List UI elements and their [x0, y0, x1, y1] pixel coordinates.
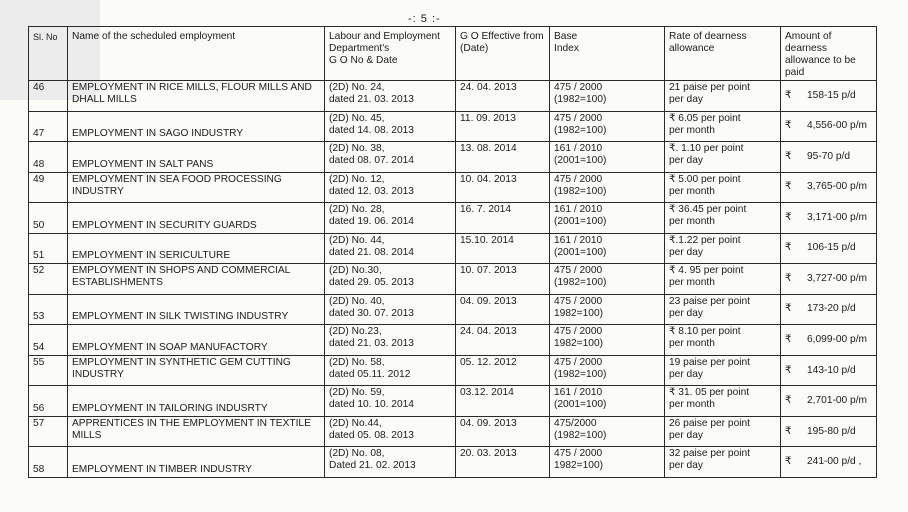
row-employment-name: EMPLOYMENT IN SEA FOOD PROCESSING INDUSTRY: [68, 172, 325, 203]
row-sl-no: 55: [29, 355, 68, 386]
table-row: [29, 233, 877, 264]
amount-value: 158-15 p/d: [807, 89, 856, 101]
row-base-index: 475 / 2000 (1982=100): [550, 264, 665, 295]
row-rate-of-da: ₹ 6.05 per point per month: [665, 111, 781, 142]
row-amount-of-da: [781, 386, 877, 417]
row-rate-of-da: ₹ 8.10 per point per month: [665, 325, 781, 356]
row-go-number: (2D) No. 24, dated 21. 03. 2013: [325, 81, 456, 112]
table-row: [29, 355, 877, 386]
row-base-index: 161 / 2010 (2001=100): [550, 386, 665, 417]
row-base-index: 475 / 2000 (1982=100): [550, 172, 665, 203]
header-effective-date: G O Effective from (Date): [456, 27, 550, 81]
rupee-icon: ₹: [785, 120, 792, 132]
row-sl-no: 47: [29, 111, 68, 142]
row-amount-of-da: [781, 355, 877, 386]
rupee-icon: ₹: [785, 395, 792, 407]
row-employment-name: EMPLOYMENT IN SOAP MANUFACTORY: [68, 325, 325, 356]
header-rate-of-da: Rate of dearness allowance: [665, 27, 781, 81]
rupee-icon: ₹: [785, 425, 792, 437]
row-effective-date: 13. 08. 2014: [456, 142, 550, 173]
rupee-icon: ₹: [785, 303, 792, 315]
row-sl-no: 50: [29, 203, 68, 234]
row-employment-name: EMPLOYMENT IN SHOPS AND COMMERCIAL ESTABLISHMENTS: [68, 264, 325, 295]
row-rate-of-da: ₹. 1.10 per point per day: [665, 142, 781, 173]
row-amount-of-da: [781, 447, 877, 478]
row-effective-date: 05. 12. 2012: [456, 355, 550, 386]
amount-value: 3,765-00 p/m: [807, 181, 868, 193]
row-amount-of-da: [781, 172, 877, 203]
row-rate-of-da: 32 paise per point per day: [665, 447, 781, 478]
amount-value: 106-15 p/d: [807, 242, 856, 254]
row-amount-of-da: [781, 203, 877, 234]
amount-value: 3,727-00 p/m: [807, 272, 868, 284]
rupee-icon: ₹: [785, 89, 792, 101]
row-amount-of-da: [781, 264, 877, 295]
row-employment-name: EMPLOYMENT IN SILK TWISTING INDUSTRY: [68, 294, 325, 325]
row-base-index: 475/2000 (1982=100): [550, 416, 665, 447]
row-rate-of-da: ₹ 5.00 per point per month: [665, 172, 781, 203]
row-go-number: (2D) No.30, dated 29. 05. 2013: [325, 264, 456, 295]
row-go-number: (2D) No. 12, dated 12. 03. 2013: [325, 172, 456, 203]
table-row: [29, 172, 877, 203]
table-row: [29, 81, 877, 112]
row-base-index: 161 / 2010 (2001=100): [550, 233, 665, 264]
row-go-number: (2D) No.23, dated 21. 03. 2013: [325, 325, 456, 356]
row-base-index: 475 / 2000 (1982=100): [550, 355, 665, 386]
row-amount-of-da: [781, 416, 877, 447]
row-effective-date: 04. 09. 2013: [456, 294, 550, 325]
row-go-number: (2D) No. 38, dated 08. 07. 2014: [325, 142, 456, 173]
row-employment-name: EMPLOYMENT IN TAILORING INDUSRTY: [68, 386, 325, 417]
row-amount-of-da: [781, 142, 877, 173]
row-employment-name: EMPLOYMENT IN SECURITY GUARDS: [68, 203, 325, 234]
row-sl-no: 52: [29, 264, 68, 295]
row-base-index: 475 / 2000 1982=100): [550, 325, 665, 356]
row-base-index: 475 / 2000 1982=100): [550, 447, 665, 478]
rupee-icon: ₹: [785, 150, 792, 162]
row-base-index: 161 / 2010 (2001=100): [550, 203, 665, 234]
row-sl-no: 57: [29, 416, 68, 447]
table-row: [29, 325, 877, 356]
row-amount-of-da: [781, 294, 877, 325]
amount-value: 4,556-00 p/m: [807, 120, 868, 132]
row-go-number: (2D) No. 59, dated 10. 10. 2014: [325, 386, 456, 417]
row-effective-date: 04. 09. 2013: [456, 416, 550, 447]
row-sl-no: 56: [29, 386, 68, 417]
row-base-index: 475 / 2000 1982=100): [550, 294, 665, 325]
header-sl-no: Sl. No: [29, 27, 68, 81]
rupee-icon: ₹: [785, 334, 792, 346]
row-effective-date: 15.10. 2014: [456, 233, 550, 264]
row-rate-of-da: ₹ 31. 05 per point per month: [665, 386, 781, 417]
row-amount-of-da: [781, 325, 877, 356]
row-sl-no: 46: [29, 81, 68, 112]
row-rate-of-da: 19 paise per point per day: [665, 355, 781, 386]
row-rate-of-da: 21 paise per point per day: [665, 81, 781, 112]
row-employment-name: EMPLOYMENT IN SALT PANS: [68, 142, 325, 173]
rupee-icon: ₹: [785, 242, 792, 254]
row-amount-of-da: [781, 81, 877, 112]
row-rate-of-da: 26 paise per point per day: [665, 416, 781, 447]
row-employment-name: EMPLOYMENT IN RICE MILLS, FLOUR MILLS AND DHALL MILLS: [68, 81, 325, 112]
amount-value: 6,099-00 p/m: [807, 334, 868, 346]
row-sl-no: 51: [29, 233, 68, 264]
row-go-number: (2D) No. 58, dated 05.11. 2012: [325, 355, 456, 386]
table-row: [29, 386, 877, 417]
amount-value: 173-20 p/d: [807, 303, 856, 315]
row-go-number: (2D) No. 45, dated 14. 08. 2013: [325, 111, 456, 142]
row-go-number: (2D) No. 40, dated 30. 07. 2013: [325, 294, 456, 325]
row-rate-of-da: ₹ 36.45 per point per month: [665, 203, 781, 234]
page-number: -: 5 :-: [408, 13, 441, 25]
row-employment-name: EMPLOYMENT IN SERICULTURE: [68, 233, 325, 264]
row-sl-no: 53: [29, 294, 68, 325]
row-amount-of-da: [781, 111, 877, 142]
row-amount-of-da: [781, 233, 877, 264]
row-employment-name: EMPLOYMENT IN SAGO INDUSTRY: [68, 111, 325, 142]
row-go-number: (2D) No. 08, Dated 21. 02. 2013: [325, 447, 456, 478]
table-row: [29, 416, 877, 447]
row-effective-date: 11. 09. 2013: [456, 111, 550, 142]
row-employment-name: APPRENTICES IN THE EMPLOYMENT IN TEXTILE MILLS: [68, 416, 325, 447]
table-header-row: [29, 27, 877, 81]
rupee-icon: ₹: [785, 272, 792, 284]
row-employment-name: EMPLOYMENT IN TIMBER INDUSTRY: [68, 447, 325, 478]
row-effective-date: 10. 04. 2013: [456, 172, 550, 203]
row-sl-no: 49: [29, 172, 68, 203]
row-effective-date: 03.12. 2014: [456, 386, 550, 417]
table-row: [29, 294, 877, 325]
row-base-index: 475 / 2000 (1982=100): [550, 111, 665, 142]
row-effective-date: 16. 7. 2014: [456, 203, 550, 234]
table-row: [29, 111, 877, 142]
header-go-number: Labour and Employment Department's G O No & Date: [325, 27, 456, 81]
row-base-index: 475 / 2000 (1982=100): [550, 81, 665, 112]
amount-value: 3,171-00 p/m: [807, 211, 868, 223]
amount-value: 241-00 p/d ,: [807, 456, 862, 468]
row-rate-of-da: ₹ 4. 95 per point per month: [665, 264, 781, 295]
table-row: [29, 203, 877, 234]
row-go-number: (2D) No. 44, dated 21. 08. 2014: [325, 233, 456, 264]
amount-value: 195-80 p/d: [807, 425, 856, 437]
rupee-icon: ₹: [785, 211, 792, 223]
row-effective-date: 24. 04. 2013: [456, 325, 550, 356]
row-effective-date: 20. 03. 2013: [456, 447, 550, 478]
row-employment-name: EMPLOYMENT IN SYNTHETIC GEM CUTTING INDUSTRY: [68, 355, 325, 386]
header-employment-name: Name of the scheduled employment: [68, 27, 325, 81]
row-rate-of-da: 23 paise per point per day: [665, 294, 781, 325]
amount-value: 95-70 p/d: [807, 150, 851, 162]
header-amount-of-da: Amount of dearness allowance to be paid: [781, 27, 877, 81]
scheduled-employment-table: [28, 26, 877, 478]
row-sl-no: 48: [29, 142, 68, 173]
table-row: [29, 264, 877, 295]
rupee-icon: ₹: [785, 364, 792, 376]
row-go-number: (2D) No. 28, dated 19. 06. 2014: [325, 203, 456, 234]
rupee-icon: ₹: [785, 181, 792, 193]
row-rate-of-da: ₹.1.22 per point per day: [665, 233, 781, 264]
header-base-index: Base Index: [550, 27, 665, 81]
row-sl-no: 58: [29, 447, 68, 478]
rupee-icon: ₹: [785, 456, 792, 468]
row-effective-date: 10. 07. 2013: [456, 264, 550, 295]
table-row: [29, 447, 877, 478]
amount-value: 143-10 p/d: [807, 364, 856, 376]
row-effective-date: 24. 04. 2013: [456, 81, 550, 112]
row-sl-no: 54: [29, 325, 68, 356]
row-base-index: 161 / 2010 (2001=100): [550, 142, 665, 173]
amount-value: 2,701-00 p/m: [807, 395, 868, 407]
table-row: [29, 142, 877, 173]
row-go-number: (2D) No.44, dated 05. 08. 2013: [325, 416, 456, 447]
